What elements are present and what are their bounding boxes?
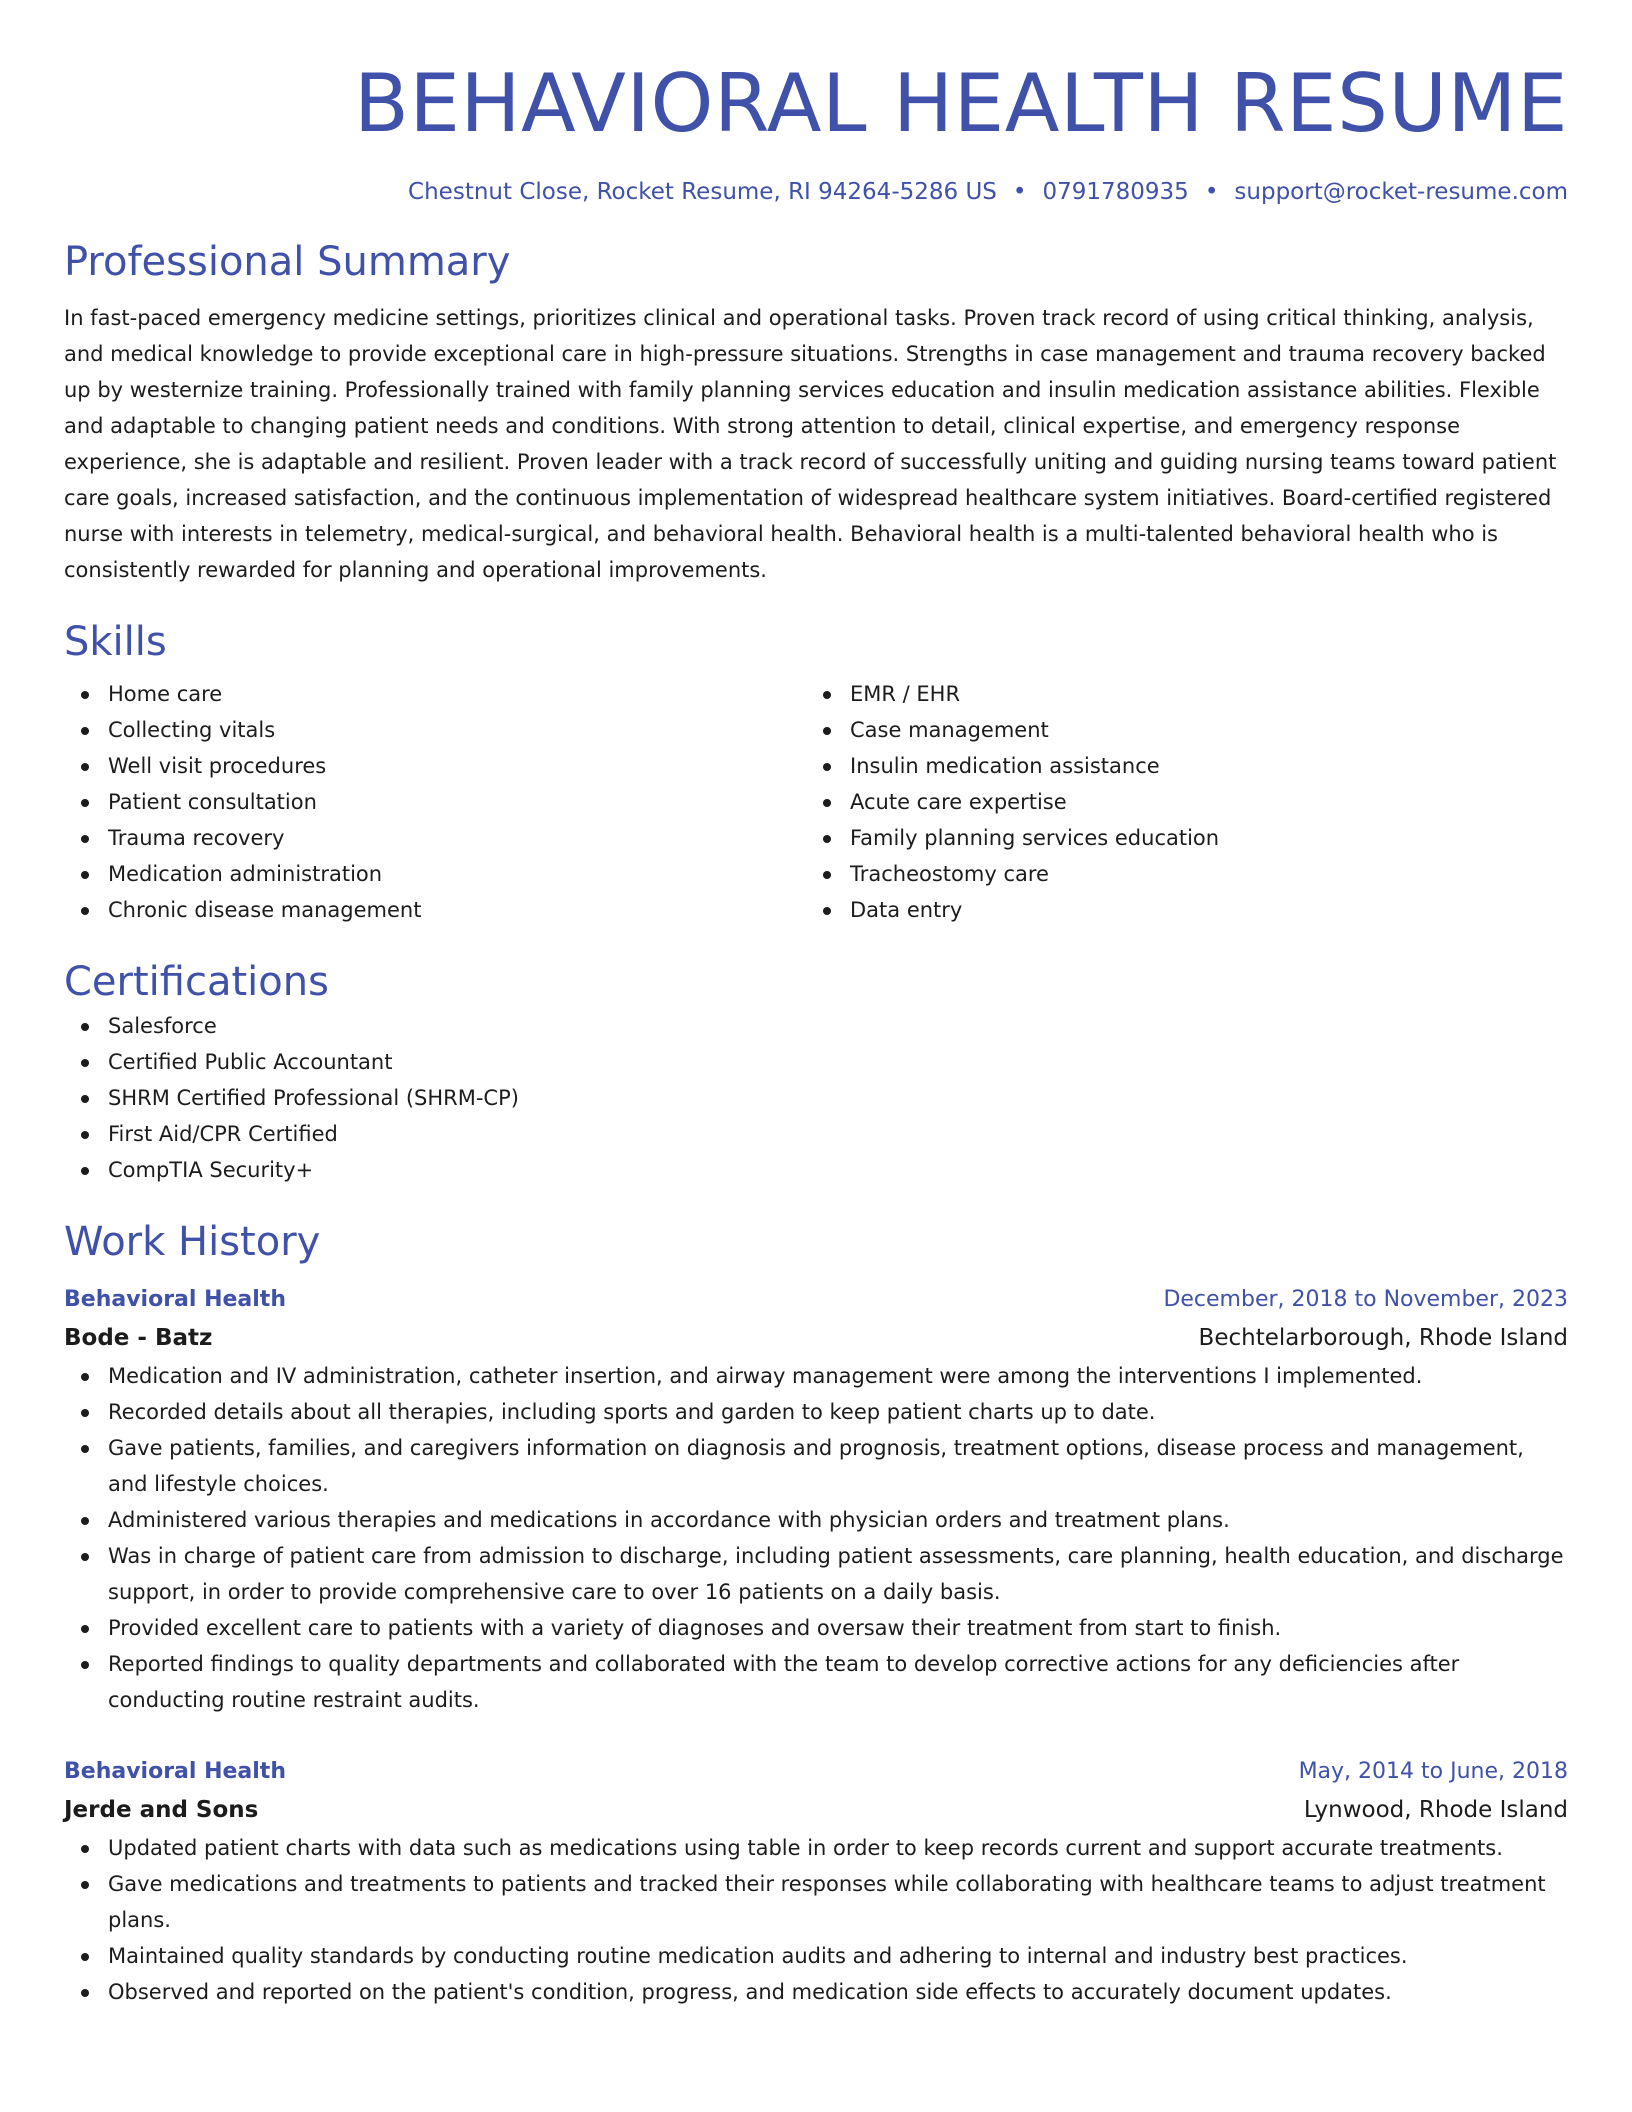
skill-item: Medication administration <box>108 856 806 892</box>
job-duty-item: Reported findings to quality departments and collaborated with the team to develop corrective actions for any deficiencies after conducting routine restraint audits. <box>108 1646 1568 1718</box>
contact-address: Chestnut Close, Rocket Resume, RI 94264-5286 US <box>408 179 997 205</box>
skill-item: EMR / EHR <box>850 676 1548 712</box>
certifications-heading: Certifications <box>64 959 329 1005</box>
contact-phone: 0791780935 <box>1042 179 1189 205</box>
job-duty-item: Recorded details about all therapies, including sports and garden to keep patient charts up to date. <box>108 1394 1568 1430</box>
skill-item: Data entry <box>850 892 1548 928</box>
certification-item: Certified Public Accountant <box>108 1044 1568 1080</box>
work-history-heading: Work History <box>64 1219 321 1265</box>
skill-item: Insulin medication assistance <box>850 748 1548 784</box>
job-company-row <box>64 1790 1568 1830</box>
job-dates: December, 2018 to November, 2023 <box>1163 1287 1568 1312</box>
job-duty-item: Maintained quality standards by conducting routine medication audits and adhering to internal and industry best practices. <box>108 1938 1568 1974</box>
job-title-row <box>64 1282 1568 1318</box>
skill-item: Collecting vitals <box>108 712 806 748</box>
job-duty-item: Administered various therapies and medications in accordance with physician orders and treatment plans. <box>108 1502 1568 1538</box>
job-duty-item: Gave patients, families, and caregivers information on diagnosis and prognosis, treatment options, disease process and management, and lifestyle choices. <box>108 1430 1568 1502</box>
skill-item: Family planning services education <box>850 820 1548 856</box>
job-duty-item: Observed and reported on the patient's condition, progress, and medication side effects to accurately document updates. <box>108 1974 1568 2010</box>
skill-item: Case management <box>850 712 1548 748</box>
skill-item: Well visit procedures <box>108 748 806 784</box>
job-title-row <box>64 1754 1568 1790</box>
skills-list-left <box>64 676 806 928</box>
job-entry <box>64 1754 1568 2010</box>
job-location: Bechtelarborough, Rhode Island <box>1198 1325 1568 1351</box>
skills-column-left <box>64 676 806 928</box>
job-duties-list <box>64 1830 1568 2010</box>
job-duty-item: Was in charge of patient care from admission to discharge, including patient assessments, care planning, health education, and discharge support, in order to provide comprehensive care to over 16 patients on a daily basis. <box>108 1538 1568 1610</box>
job-dates: May, 2014 to June, 2018 <box>1298 1759 1568 1784</box>
skill-item: Patient consultation <box>108 784 806 820</box>
summary-text: In fast-paced emergency medicine settings, prioritizes clinical and operational tasks. Proven track record of using critical thinking, analysis, and medical knowledge to provide exceptional care in high-pressure situations. Strengths in case management and trauma recovery backed up by westernize training. Professionally trained with family planning services education and insulin medication assistance abilities. Flexible and adaptable to changing patient needs and conditions. With strong attention to detail, clinical expertise, and emergency response experience, she is adaptable and resilient. Proven leader with a track record of successfully uniting and guiding nursing teams toward patient care goals, increased satisfaction, and the continuous implementation of widespread healthcare system initiatives. Board-certified registered nurse with interests in telemetry, medical-surgical, and behavioral health. Behavioral health is a multi-talented behavioral health who is consistently rewarded for planning and operational improvements. <box>64 306 1557 582</box>
certification-item: CompTIA Security+ <box>108 1152 1568 1188</box>
job-duty-item: Provided excellent care to patients with a variety of diagnoses and oversaw their treatment from start to finish. <box>108 1610 1568 1646</box>
job-duty-item: Medication and IV administration, catheter insertion, and airway management were among the interventions I implemented. <box>108 1358 1568 1394</box>
job-duties-list <box>64 1358 1568 1718</box>
job-company-row <box>64 1318 1568 1358</box>
job-duty-item: Gave medications and treatments to patients and tracked their responses while collaborating with healthcare teams to adjust treatment plans. <box>108 1866 1568 1938</box>
job-company: Bode - Batz <box>64 1325 213 1351</box>
contact-separator: • <box>1204 179 1219 205</box>
skill-item: Trauma recovery <box>108 820 806 856</box>
certification-item: First Aid/CPR Certified <box>108 1116 1568 1152</box>
skills-column-right <box>806 676 1548 928</box>
job-entry <box>64 1282 1568 1718</box>
skill-item: Acute care expertise <box>850 784 1548 820</box>
skill-item: Home care <box>108 676 806 712</box>
job-title: Behavioral Health <box>64 1287 286 1312</box>
resume-name: BEHAVIORAL HEALTH RESUME <box>353 57 1568 150</box>
job-location: Lynwood, Rhode Island <box>1303 1797 1568 1823</box>
summary-heading: Professional Summary <box>64 239 511 285</box>
skills-list-right <box>806 676 1548 928</box>
certifications-list <box>64 1008 1568 1188</box>
certification-item: Salesforce <box>108 1008 1568 1044</box>
certification-item: SHRM Certified Professional (SHRM-CP) <box>108 1080 1568 1116</box>
job-duty-item: Updated patient charts with data such as medications using table in order to keep records current and support accurate treatments. <box>108 1830 1568 1866</box>
skill-item: Chronic disease management <box>108 892 806 928</box>
skills-grid <box>64 676 1568 928</box>
contact-separator: • <box>1012 179 1027 205</box>
skill-item: Tracheostomy care <box>850 856 1548 892</box>
contact-email: support@rocket-resume.com <box>1234 179 1568 205</box>
resume-header <box>64 52 1568 208</box>
skills-heading: Skills <box>64 619 167 665</box>
job-company: Jerde and Sons <box>64 1797 259 1823</box>
job-title: Behavioral Health <box>64 1759 286 1784</box>
contact-line <box>64 176 1568 208</box>
